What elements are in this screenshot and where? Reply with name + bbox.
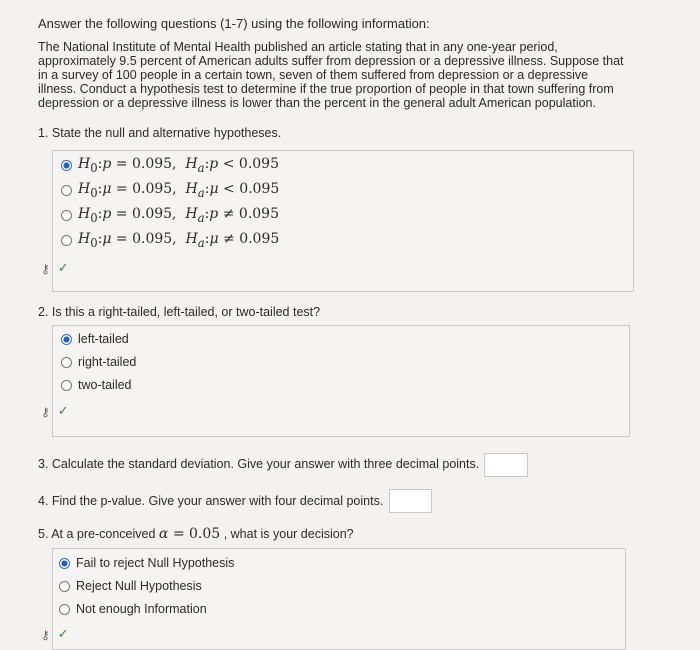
q3-title: 3. Calculate the standard deviation. Give your answer with three decimal points.: [38, 457, 480, 471]
radio[interactable]: [61, 357, 72, 368]
key-icon[interactable]: ⚷: [41, 261, 50, 276]
option-label: left-tailed: [78, 332, 129, 346]
q4-title: 4. Find the p-value. Give your answer with four decimal points.: [38, 494, 384, 508]
radio[interactable]: [61, 235, 72, 246]
q5-answer-box: [41, 548, 626, 650]
p-value-input[interactable]: [389, 489, 432, 513]
q1-option-4[interactable]: [61, 231, 279, 250]
q1-title: 1. State the null and alternative hypotheses.: [38, 126, 282, 140]
hypothesis-text: $H_0:\mu = 0.095$, $H_a:\mu \ne 0.095$: [78, 231, 280, 250]
q2-option-left-tailed[interactable]: [61, 332, 129, 346]
radio[interactable]: [61, 210, 72, 221]
q2-feedback: [41, 404, 69, 419]
option-label: two-tailed: [78, 378, 132, 392]
q5-title: 5. At a pre-conceived α = 0.05 , what is your decision?: [38, 526, 354, 542]
std-dev-input[interactable]: [484, 453, 528, 477]
radio-selected[interactable]: [61, 334, 72, 345]
option-label: Not enough Information: [76, 602, 207, 616]
q5-feedback: [41, 627, 69, 642]
q1-feedback: [41, 261, 69, 276]
key-icon[interactable]: ⚷: [41, 404, 50, 419]
intro-title: Answer the following questions (1-7) using the following information:: [38, 16, 430, 31]
radio[interactable]: [61, 380, 72, 391]
intro-paragraph: [38, 40, 638, 110]
q1-option-1[interactable]: [61, 156, 279, 175]
intro-line: illness. Conduct a hypothesis test to determine if the true proportion of people in that town suffering from: [38, 82, 614, 96]
radio[interactable]: [59, 604, 70, 615]
check-icon: ✓: [57, 404, 69, 419]
radio[interactable]: [61, 185, 72, 196]
intro-line: approximately 9.5 percent of American adults suffer from depression or a depressive illness. Suppose that: [38, 54, 624, 68]
radio-selected[interactable]: [61, 160, 72, 171]
intro-line: in a survey of 100 people in a certain town, seven of them suffered from depression or a depressive: [38, 68, 589, 82]
q5-option-fail-to-reject[interactable]: [59, 556, 234, 570]
hypothesis-text: $H_0:p = 0.095$, $H_a:p < 0.095$: [78, 156, 279, 175]
q2-title: 2. Is this a right-tailed, left-tailed, or two-tailed test?: [38, 305, 321, 319]
radio-selected[interactable]: [59, 558, 70, 569]
check-icon: ✓: [57, 261, 69, 276]
hypothesis-text: $H_0:\mu = 0.095$, $H_a:\mu < 0.095$: [78, 181, 280, 200]
key-icon[interactable]: ⚷: [41, 627, 50, 642]
q1-answer-box: [41, 150, 634, 292]
q5-option-reject[interactable]: [59, 579, 202, 593]
option-label: right-tailed: [78, 355, 137, 369]
option-label: Fail to reject Null Hypothesis: [76, 556, 235, 570]
q2-option-right-tailed[interactable]: [61, 355, 136, 369]
q2-option-two-tailed[interactable]: [61, 378, 132, 392]
q5-option-not-enough-info[interactable]: [59, 602, 207, 616]
option-label: Reject Null Hypothesis: [76, 579, 202, 593]
q1-option-3[interactable]: [61, 206, 279, 225]
q1-option-2[interactable]: [61, 181, 279, 200]
check-icon: ✓: [57, 627, 69, 642]
q2-answer-box: [41, 325, 630, 437]
hypothesis-text: $H_0:p = 0.095$, $H_a:p \ne 0.095$: [78, 206, 279, 225]
intro-line: The National Institute of Mental Health published an article stating that in any one-year period,: [38, 40, 558, 54]
intro-line: depression or a depressive illness is lower than the percent in the general adult American population.: [38, 96, 596, 110]
radio[interactable]: [59, 581, 70, 592]
